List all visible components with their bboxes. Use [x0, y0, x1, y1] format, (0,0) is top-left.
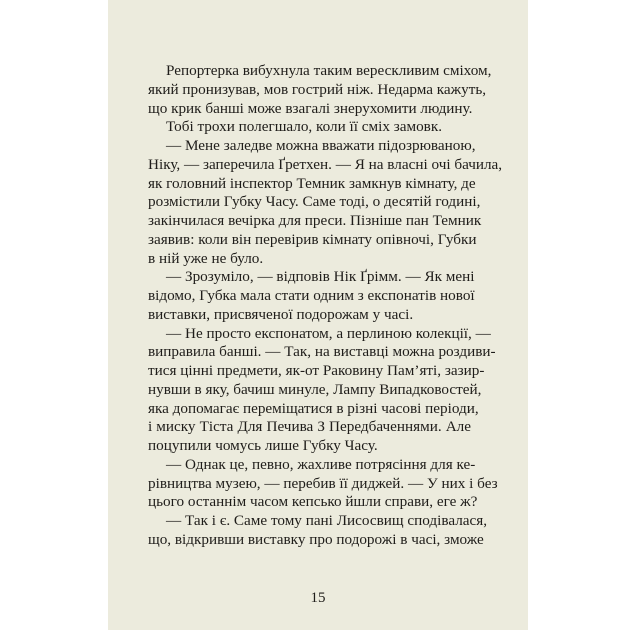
text-line: нувши в яку, бачиш минуле, Лампу Випадковостей,: [148, 380, 482, 398]
text-line: — Мене заледве можна вважати підозрюваною,: [166, 137, 476, 154]
text-line: рівництва музею, — перебив її диджей. — У них і без: [148, 474, 498, 492]
text-line: виправила банші. — Так, на виставці можна роздиви-: [148, 343, 496, 361]
text-line: який пронизував, мов гострий ніж. Недарма кажуть,: [148, 80, 487, 98]
text-line: тися цінні предмети, як-от Раковину Пам’яті, зазир-: [148, 362, 485, 379]
book-page: [108, 0, 528, 630]
text-line: що крик банші може взагалі знерухомити людину.: [148, 99, 473, 117]
text-line: заявив: коли він перевірив кімнату опівночі, Губки: [148, 230, 477, 248]
text-line: цього останнім часом кепсько йшли справи, еге ж?: [148, 493, 478, 511]
text-line: розмістили Губку Часу. Саме тоді, о десятій годині,: [148, 193, 481, 211]
text-line: закінчилася вечірка для преси. Пізніше пан Темник: [148, 212, 482, 229]
text-line: поцупили чомусь лише Губку Часу.: [148, 437, 378, 454]
text-line: — Не просто експонатом, а перлиною колекції, —: [166, 324, 491, 342]
text-line: що, відкривши виставку про подорожі в часі, зможе: [148, 530, 484, 548]
text-line: і миску Тіста Для Печива З Передбаченнями. Але: [148, 418, 471, 436]
text-line: — Так і є. Саме тому пані Лисосвищ сподівалася,: [166, 512, 488, 529]
text-line: відомо, Губка мала стати одним з експонатів нової: [148, 287, 475, 304]
text-line: як головний інспектор Темник замкнув кімнату, де: [148, 174, 476, 192]
text-line: — Зрозуміло, — відповів Нік Ґрімм. — Як мені: [166, 268, 475, 286]
body-text: [148, 62, 503, 550]
page-number: 15: [310, 590, 326, 606]
text-line: — Однак це, певно, жахливе потрясіння для ке-: [166, 455, 476, 473]
text-line: Ніку, — заперечила Ґретхен. — Я на власні очі бачила,: [148, 155, 503, 173]
text-line: яка допомагає переміщатися в різні часові періоди,: [148, 399, 479, 417]
text-line: Репортерка вибухнула таким верескливим сміхом,: [166, 62, 492, 79]
text-line: в ній уже не було.: [148, 249, 264, 267]
text-line: Тобі трохи полегшало, коли її сміх замовк.: [166, 118, 443, 136]
text-line: виставки, присвяченої подорожам у часі.: [148, 305, 414, 323]
